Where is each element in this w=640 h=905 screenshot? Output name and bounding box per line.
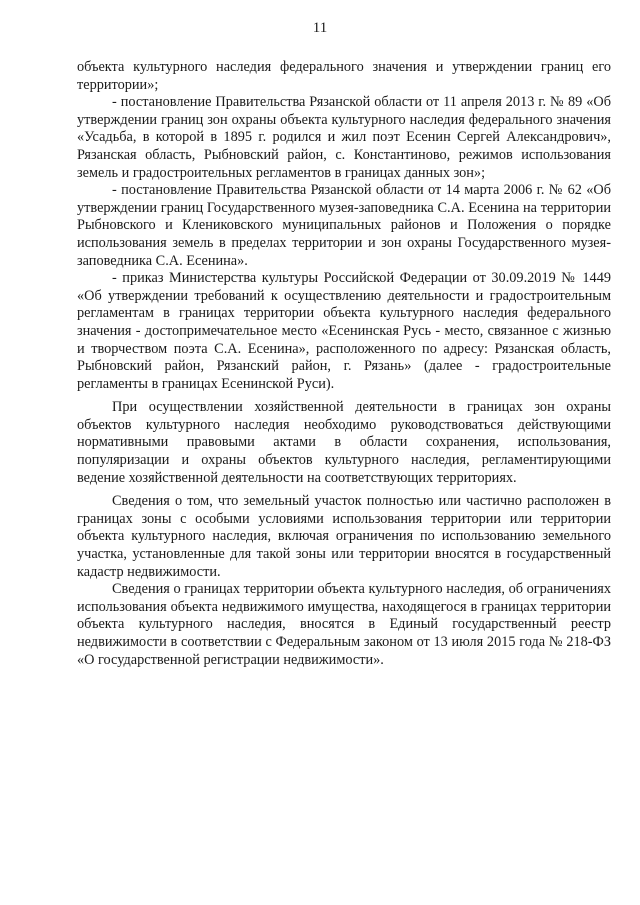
paragraph-economic-activity: При осуществлении хозяйственной деятельности в границах зон охраны объектов культурного наследия необходимо руководствоваться действующими нормативными правовыми актами в области сохранения, использования, популяризации и охраны объектов культурного наследия, регламентирующими ведение хозяйственной деятельности на соответствующих территориях. — [77, 399, 611, 486]
paragraph-order-2019: - приказ Министерства культуры Российской Федерации от 30.09.2019 № 1449 «Об утверждении требований к осуществлению деятельности и градостроительным регламентам в границах территории объекта культурного наследия федерального значения - достопримечательное место «Есенинская Русь - место, связанное с жизнью и творчеством поэта С.А. Есенина», расположенного по адресу: Рязанская область, Рыбновский район, Рязанский район, г. Рязань» (далее - градостроительные регламенты в границах Есенинской Руси). — [77, 270, 611, 392]
page-number: 11 — [312, 20, 328, 36]
document-body — [77, 59, 611, 669]
paragraph-continuation: объекта культурного наследия федерального значения и утверждении границ его территории»; — [77, 59, 611, 93]
paragraph-resolution-2013: - постановление Правительства Рязанской области от 11 апреля 2013 г. № 89 «Об утверждении границ зон охраны объекта культурного наследия федерального значения «Усадьба, в которой в 1895 г. родился и жил поэт Есенин Сергей Александрович», Рязанская область, Рыбновский район, с. Константиново, режимов использования земель и градостроительных регламентов в границах данных зон»; — [77, 94, 611, 181]
paragraph-cadastre-info: Сведения о том, что земельный участок полностью или частично расположен в границах зоны с особыми условиями использования территории или территории объекта культурного наследия, включая ограничения по использованию земельного участка, установленные для такой зоны или территории вносятся в государственный кадастр недвижимости. — [77, 493, 611, 580]
paragraph-resolution-2006: - постановление Правительства Рязанской области от 14 марта 2006 г. № 62 «Об утверждении границ Государственного музея-заповедника С.А. Есенина на территории Рыбновского и Клениковского муниципальных районов и Положения о порядке использования земель в пределах территории и зон охраны Государственного музея-заповедника С.А. Есенина». — [77, 182, 611, 269]
paragraph-registry-info: Сведения о границах территории объекта культурного наследия, об ограничениях использования объекта недвижимого имущества, находящегося в границах территории объекта культурного наследия, вносятся в Единый государственный реестр недвижимости в соответствии с Федеральным законом от 13 июля 2015 года № 218-ФЗ «О государственной регистрации недвижимости». — [77, 581, 611, 668]
